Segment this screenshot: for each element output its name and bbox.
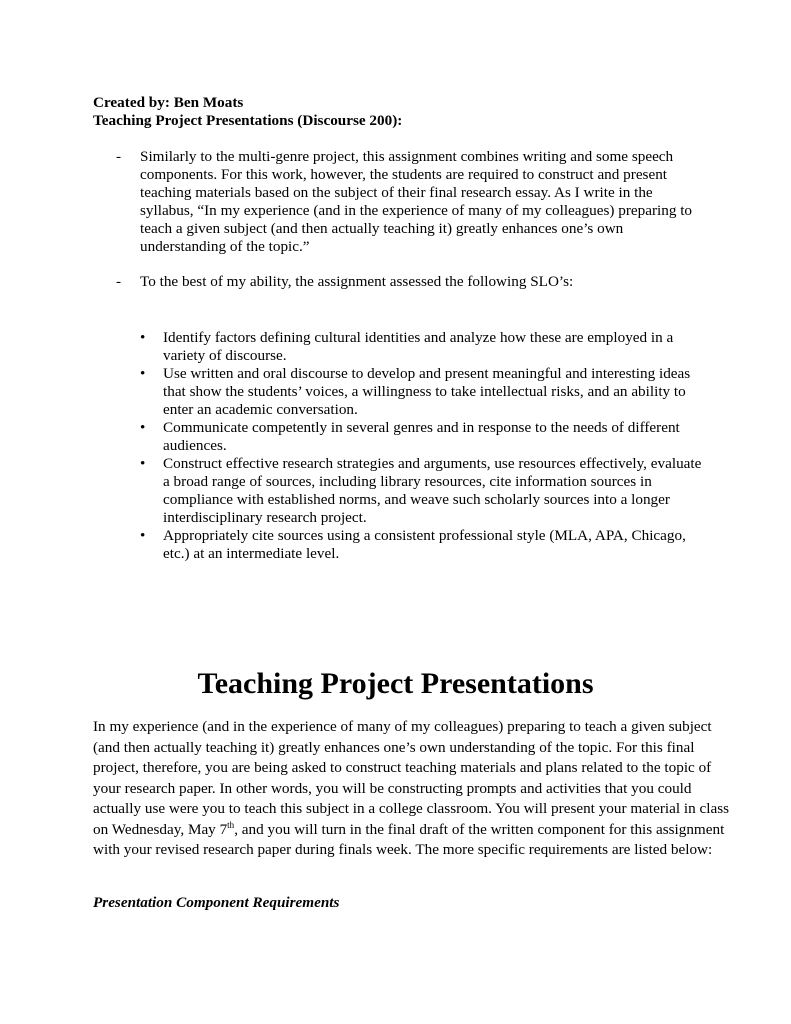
slo-bullet-text: Communicate competently in several genres and in response to the needs of different audiences. [163, 419, 680, 454]
bullet-marker: • [140, 527, 146, 544]
section-title: Teaching Project Presentations [197, 667, 594, 700]
slo-bullet-item [140, 455, 710, 527]
requirements-subheading: Presentation Component Requirements [93, 894, 340, 911]
slo-bullet-text: Use written and oral discourse to develop and present meaningful and interesting ideas that show the students’ voices, a willingness to take intellectual risks, and an ability to enter an academic conversation. [163, 365, 691, 418]
dash-marker: - [116, 148, 122, 165]
slo-bullet-item [140, 365, 710, 419]
slo-bullet-text: Construct effective research strategies and arguments, use resources effectively, evaluate a broad range of sources, including library resources, cite information sources in compliance with established norms, and weave such scholarly sources into a longer interdisciplinary research project. [163, 455, 702, 526]
slo-bullet-list [140, 329, 710, 563]
slo-bullet-item [140, 419, 710, 455]
dash-marker: - [116, 273, 122, 290]
slo-bullet-item [140, 527, 710, 563]
bullet-marker: • [140, 365, 146, 382]
slo-bullet-text: Appropriately cite sources using a consistent professional style (MLA, APA, Chicago, etc.) at an intermediate level. [163, 527, 686, 562]
intro-paragraph [93, 717, 733, 861]
dash-item-text: Similarly to the multi-genre project, this assignment combines writing and some speech components. For this work, however, the students are required to construct and present teaching materials based on the subject of their final research essay. As I write in the syllabus, “In my experience (and in the experience of many of my colleagues) preparing to teach a given subject (and then actually teaching it) greatly enhances one’s own understanding of the topic.” [140, 148, 693, 255]
author-line: Created by: Ben Moats [93, 94, 244, 111]
bullet-marker: • [140, 329, 146, 346]
bullet-marker: • [140, 455, 146, 472]
paragraph-text-start: In my experience (and in the experience of many of my colleagues) preparing to teach a given subject (and then actually teaching it) greatly enhances one’s own understanding of the topic. For this final project, therefore, you are being asked to construct teaching materials and plans related to the topic of your research paper. In other words, you will be constructing prompts and activities that you could actually use were you to teach this subject in a college classroom. You will present your material in class on Wednesday, May 7 [93, 718, 730, 838]
dash-item-text: To the best of my ability, the assignment assessed the following SLO’s: [140, 273, 574, 290]
paragraph-text-end: , and you will turn in the final draft of the written component for this assignment with your revised research paper during finals week. The more specific requirements are listed below: [93, 820, 725, 858]
slo-bullet-item [140, 329, 710, 365]
bullet-marker: • [140, 419, 146, 436]
assignment-heading: Teaching Project Presentations (Discourse 200): [93, 112, 403, 129]
slo-bullet-text: Identify factors defining cultural identities and analyze how these are employed in a variety of discourse. [163, 329, 674, 364]
date-ordinal-suffix: th [227, 819, 235, 830]
